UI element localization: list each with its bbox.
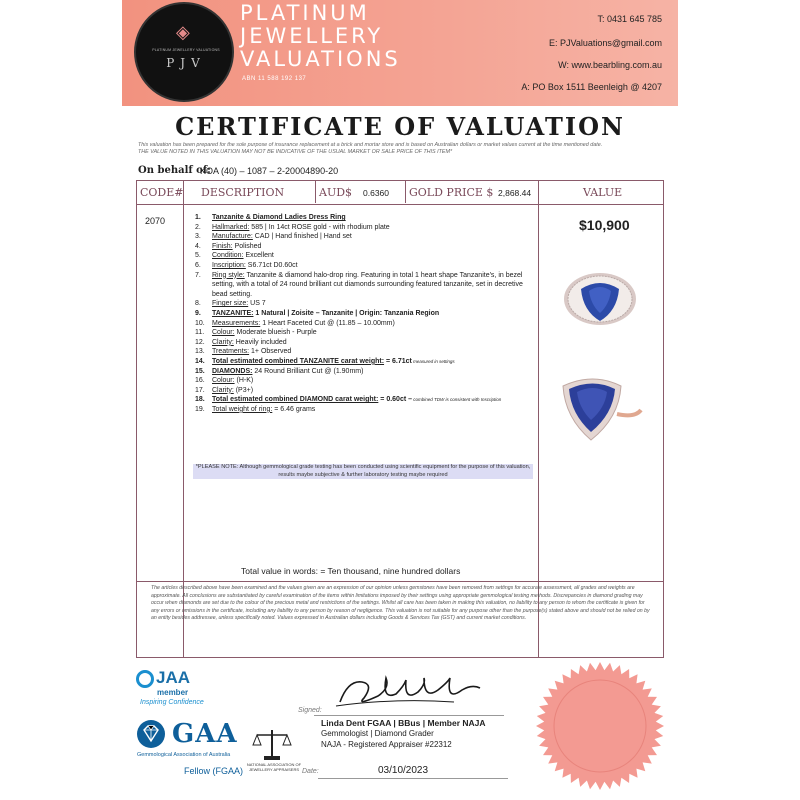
item-value: 585 | In 14ct ROSE gold - with rhodium plate	[249, 223, 390, 231]
item-value: (H-K)	[234, 377, 254, 385]
item-note: measured in settings	[411, 358, 455, 364]
valuation-table	[136, 180, 664, 658]
item-number: 18.	[195, 396, 205, 404]
item-text	[212, 232, 352, 242]
description-item	[195, 242, 535, 252]
item-label: Total weight of ring:	[212, 405, 273, 413]
date-line	[318, 778, 508, 779]
contact-website: W: www.bearbling.com.au	[558, 60, 662, 70]
contact-address: A: PO Box 1511 Beenleigh @ 4207	[521, 82, 662, 92]
item-number: 8.	[195, 300, 201, 308]
col-header-aud: AUD$	[319, 186, 353, 199]
item-value: US 7	[248, 300, 266, 308]
letterhead-banner	[122, 0, 678, 106]
item-number: 2.	[195, 223, 201, 231]
gaa-logo-text: GAA	[172, 719, 238, 749]
gaa-gem-icon	[137, 720, 165, 748]
brand-name	[240, 2, 480, 71]
disclaimer-line-2: THE VALUE NOTED IN THIS VALUATION MAY NOT BE INDICATIVE OF THE USUAL MARKET OR SALE PRICE OF THIS ITEM*	[138, 149, 453, 155]
item-number: 4.	[195, 242, 201, 250]
item-label: Total estimated combined DIAMOND carat weight:	[212, 396, 379, 404]
item-text	[212, 395, 501, 405]
item-number: 10.	[195, 319, 205, 327]
item-value: = 0.60ct –	[378, 396, 413, 404]
item-text	[212, 251, 274, 261]
item-number: 9.	[195, 309, 201, 317]
item-number: 3.	[195, 233, 201, 241]
on-behalf-label: On behalf of:	[138, 165, 211, 176]
signer-name: Linda Dent FGAA | BBus | Member NAJA	[321, 718, 486, 728]
item-value: Polished	[232, 242, 262, 250]
item-label: Ring style:	[212, 271, 245, 279]
header-divider	[405, 181, 406, 203]
disclaimer-line-1: This valuation has been prepared for the sole purpose of insurance replacement at a brick and mortar store and is based on Australian dollars or market values current at the time mentioned date.	[138, 142, 603, 148]
item-code: 2070	[145, 216, 166, 226]
item-number: 19.	[195, 405, 205, 413]
item-text	[212, 261, 298, 271]
item-value: 1 Heart Faceted Cut @ (11.85 – 10.00mm)	[260, 319, 395, 327]
gaa-diamond-icon	[137, 720, 165, 748]
description-item	[195, 271, 535, 300]
item-text	[212, 309, 439, 319]
item-text	[212, 405, 315, 415]
description-item	[195, 232, 535, 242]
brand-line-2: JEWELLERY	[240, 24, 384, 48]
description-item	[195, 367, 535, 377]
item-text	[212, 271, 535, 300]
company-logo	[134, 2, 234, 102]
item-label: Finish:	[212, 242, 233, 250]
testing-note: *PLEASE NOTE: Although gemmological grade testing has been conducted using scientific equipment for the purpose of this valuation, results maybe subjective & further laboratory testing maybe required	[193, 464, 533, 479]
item-label: Inscription:	[212, 261, 246, 269]
item-text	[212, 242, 261, 252]
description-item	[195, 395, 535, 405]
item-text	[212, 328, 317, 338]
item-value: $10,900	[579, 217, 630, 233]
description-item	[195, 376, 535, 386]
item-text	[212, 386, 253, 396]
description-item	[195, 223, 535, 233]
item-number: 11.	[195, 329, 205, 337]
item-number: 17.	[195, 386, 205, 394]
item-text	[212, 347, 291, 357]
description-item	[195, 405, 535, 415]
item-label: TANZANITE:	[212, 309, 254, 317]
item-label: Finger size:	[212, 300, 249, 308]
item-number: 13.	[195, 348, 205, 356]
description-item	[195, 261, 535, 271]
item-label: Colour:	[212, 329, 235, 337]
item-label: Clarity:	[212, 338, 234, 346]
description-item	[195, 213, 535, 223]
item-number: 6.	[195, 261, 201, 269]
item-number: 14.	[195, 357, 205, 365]
item-value: 24 Round Brilliant Cut @ (1.90mm)	[252, 367, 364, 375]
jaa-logo-icon	[136, 670, 154, 688]
item-value: Moderate blueish - Purple	[234, 329, 317, 337]
item-label: Total estimated combined TANZANITE carat weight:	[212, 357, 385, 365]
diamond-icon: ◈	[176, 22, 190, 42]
item-note: combined TDW is consistent with Inscription	[412, 397, 502, 403]
item-number: 16.	[195, 377, 205, 385]
item-number: 12.	[195, 338, 205, 346]
signed-label: Signed:	[298, 707, 322, 714]
item-value: (P3+)	[233, 386, 254, 394]
item-text	[212, 357, 455, 367]
description-item	[195, 299, 535, 309]
logo-initials: PJV	[166, 56, 206, 70]
description-item	[195, 347, 535, 357]
item-value: = 6.46 grams	[272, 405, 316, 413]
description-item	[195, 319, 535, 329]
item-value: 1 Natural | Zoisite – Tanzanite | Origin: Tanzania Region	[253, 309, 440, 317]
header-divider	[315, 181, 316, 203]
item-value: CAD | Hand finished | Hand set	[252, 233, 352, 241]
certificate-title: CERTIFICATE OF VALUATION	[175, 112, 625, 141]
item-label: Clarity:	[212, 386, 234, 394]
ring-top-view-image	[559, 267, 641, 331]
item-value: = 6.71ct	[384, 357, 412, 365]
header-row-line	[137, 204, 663, 205]
item-text	[212, 213, 346, 223]
description-item	[195, 357, 535, 367]
abn-number: ABN 11 588 192 137	[242, 76, 307, 82]
col-header-code: CODE#	[140, 186, 184, 199]
brand-line-3: VALUATIONS	[240, 47, 401, 71]
signer-registration: NAJA - Registered Appraiser #22312	[321, 740, 452, 749]
description-list	[195, 213, 535, 414]
item-text	[212, 367, 363, 377]
item-number: 7.	[195, 271, 201, 279]
signature-image	[334, 672, 484, 710]
item-label: Tanzanite & Diamond Ladies Dress Ring	[212, 214, 346, 221]
item-value: Heavily included	[233, 338, 287, 346]
item-text	[212, 319, 395, 329]
on-behalf-value: KOA (40) – 1087 – 2-20004890-20	[200, 166, 339, 176]
item-value: Tanzanite & diamond halo-drop ring. Featuring in total 1 heart shape Tanzanite's, in bezel setting, with a total of 24 round brilliant cut diamonds surrounding featured tanzanite, set in decretive bead setting.	[212, 271, 523, 298]
terms-fine-print: The articles described above have been examined and the values given are an expression of our opinion unless gemstones have been removed from settings for accurate assessment, all grades and weights are approximate. All conclusions are substantiated by careful examination of the items within limitations imposed by their settings using appropriate gemmological testing methods. Discrepancies in diamond grading may occur when diamonds are set due to the colour of the precious metal and restrictions of the settings. Whilst all care has been taken in making this valuation, no liability to any person to whom the certificate is given for any errors or omissions in the certificate, including any liability to any person by reason of negligence. This valuation is not suitable for any purpose other than the purpose(s) stated above and should not be relied on by an entity besides addressee, unless specifically noted. Values expressed in Australian dollars including Goods & Services Tax (GST) and current market conditions.	[151, 585, 650, 621]
description-item	[195, 309, 535, 319]
signer-role: Gemmologist | Diamond Grader	[321, 729, 434, 738]
item-value: S6.71ct D0.60ct	[245, 261, 298, 269]
gaa-full-name: Gemmological Association of Australia	[137, 752, 231, 758]
item-label: Condition:	[212, 252, 244, 260]
item-label: Treatments:	[212, 348, 250, 356]
item-label: Manufacture:	[212, 233, 253, 241]
gaa-fellow-label: Fellow (FGAA)	[184, 766, 244, 776]
item-text	[212, 223, 390, 233]
brand-line-1: PLATINUM	[240, 1, 370, 25]
certificate-date: 03/10/2023	[378, 765, 429, 776]
description-item	[195, 338, 535, 348]
gold-price-value: 2,868.44	[498, 188, 532, 198]
item-value: 1+ Observed	[249, 348, 292, 356]
item-number: 5.	[195, 252, 201, 260]
description-item	[195, 328, 535, 338]
item-label: DIAMONDS:	[212, 367, 253, 375]
description-item	[195, 251, 535, 261]
item-label: Colour:	[212, 377, 235, 385]
logo-ring-text: PLATINUM JEWELLERY VALUATIONS	[152, 48, 220, 52]
item-number: 15.	[195, 367, 205, 375]
col-header-description: DESCRIPTION	[201, 186, 285, 199]
naja-logo-text: NATIONAL ASSOCIATION OF JEWELLERY APPRAISERS	[246, 762, 302, 772]
description-item	[195, 386, 535, 396]
item-number: 1.	[195, 214, 201, 221]
jaa-tagline: Inspiring Confidence	[140, 699, 204, 706]
total-value-in-words: Total value in words: = Ten thousand, nine hundred dollars	[241, 566, 461, 576]
col-header-value: VALUE	[583, 186, 623, 199]
contact-phone: T: 0431 645 785	[597, 14, 662, 24]
item-text	[212, 299, 266, 309]
item-text	[212, 376, 253, 386]
valuation-disclaimer	[138, 142, 666, 156]
ring-side-view-image	[557, 374, 643, 444]
aud-rate: 0.6360	[363, 188, 389, 198]
item-value: Excellent	[243, 252, 274, 260]
jaa-member-label: member	[157, 688, 189, 697]
signature-line	[314, 715, 504, 716]
item-text	[212, 338, 287, 348]
company-seal-icon	[535, 661, 665, 791]
item-label: Hallmarked:	[212, 223, 250, 231]
scales-icon	[252, 727, 292, 761]
col-header-gold-price: GOLD PRICE $	[409, 186, 494, 199]
contact-email: E: PJValuations@gmail.com	[548, 38, 662, 48]
item-label: Measurements:	[212, 319, 261, 327]
date-label: Date:	[302, 768, 319, 775]
table-bottom-line	[137, 581, 663, 582]
jaa-logo-text: JAA	[156, 668, 191, 687]
